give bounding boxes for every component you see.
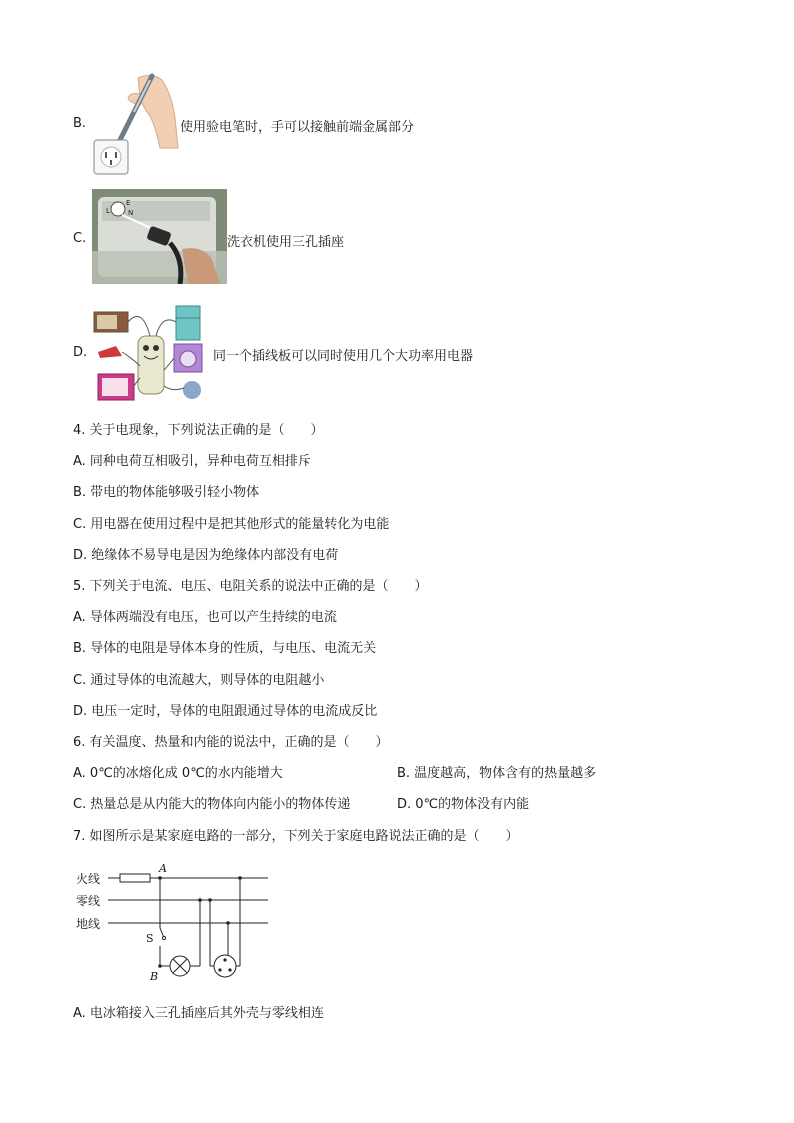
option-b-text: 使用验电笔时，手可以接触前端金属部分: [180, 120, 415, 135]
option-b-letter: B.: [73, 116, 87, 131]
power-strip-image: [92, 296, 212, 408]
q4-stem: 4. 关于电现象，下列说法正确的是（ ）: [73, 423, 324, 438]
live-wire-label: 火线: [76, 872, 101, 886]
q7-option-a: A. 电冰箱接入三孔插座后其外壳与零线相连: [73, 1006, 324, 1021]
q4-option-b: B. 带电的物体能够吸引轻小物体: [73, 485, 260, 500]
household-circuit-diagram: [72, 860, 272, 984]
switch-label: S: [146, 932, 154, 945]
q5-option-c: C. 通过导体的电流越大，则导体的电阻越小: [73, 673, 325, 688]
q7-stem: 7. 如图所示是某家庭电路的一部分，下列关于家庭电路说法正确的是（ ）: [73, 829, 519, 844]
q6-option-b: B. 温度越高，物体含有的热量越多: [397, 766, 597, 781]
q6-option-d: D. 0℃的物体没有内能: [397, 797, 530, 812]
neutral-wire-label: 零线: [76, 894, 101, 908]
ground-wire-label: 地线: [76, 917, 101, 931]
q6-stem: 6. 有关温度、热量和内能的说法中，正确的是（ ）: [73, 735, 389, 750]
point-b-label: B: [150, 970, 159, 983]
q6-option-c: C. 热量总是从内能大的物体向内能小的物体传递: [73, 797, 351, 812]
q5-option-b: B. 导体的电阻是导体本身的性质，与电压、电流无关: [73, 641, 377, 656]
q4-option-d: D. 绝缘体不易导电是因为绝缘体内部没有电荷: [73, 548, 339, 563]
option-d-text: 同一个插线板可以同时使用几个大功率用电器: [213, 349, 474, 364]
test-pen-image: [90, 68, 180, 178]
point-a-label: A: [159, 862, 167, 875]
option-c-letter: C.: [73, 231, 87, 246]
option-c-text: 洗衣机使用三孔插座: [227, 235, 345, 250]
q6-option-a: A. 0℃的冰熔化成 0℃的水内能增大: [73, 766, 283, 781]
option-d-letter: D.: [73, 345, 88, 360]
washing-machine-image: [92, 189, 227, 284]
q4-option-a: A. 同种电荷互相吸引，异种电荷互相排斥: [73, 454, 311, 469]
q5-option-a: A. 导体两端没有电压，也可以产生持续的电流: [73, 610, 337, 625]
label-l: L: [106, 207, 110, 215]
q5-option-d: D. 电压一定时，导体的电阻跟通过导体的电流成反比: [73, 704, 378, 719]
q4-option-c: C. 用电器在使用过程中是把其他形式的能量转化为电能: [73, 517, 390, 532]
label-n: N: [128, 209, 134, 217]
label-e: E: [126, 199, 131, 207]
q5-stem: 5. 下列关于电流、电压、电阻关系的说法中正确的是（ ）: [73, 579, 428, 594]
